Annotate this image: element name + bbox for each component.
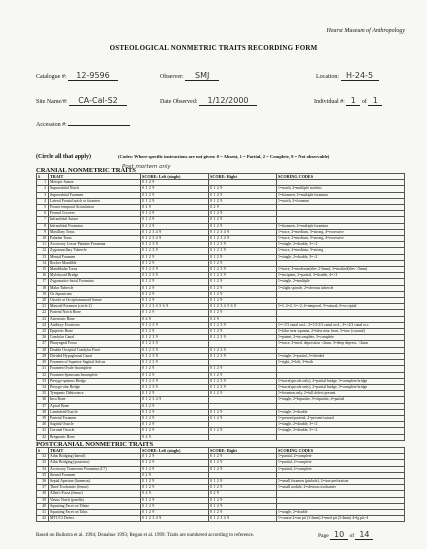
score-right[interactable]: 0 2 9 xyxy=(209,316,277,322)
page-label: Page xyxy=(318,533,329,539)
trait-name: Foramen Ovale Incomplete xyxy=(49,366,141,372)
score-left[interactable]: 0 1 2 9 xyxy=(141,391,209,397)
scoring-codes: 1=trace(spicule only), 2=partial bridge, 3=complete bridge xyxy=(277,378,405,384)
trait-name: Os Japonicum xyxy=(49,291,141,297)
trait-number: 37 xyxy=(37,485,49,491)
trait-name: Apical Bone xyxy=(49,403,141,409)
trait-number: 7 xyxy=(37,217,49,223)
cranial-traits-table xyxy=(36,173,405,441)
score-left[interactable]: 0 1 2 9 xyxy=(141,260,209,266)
trait-name: Divided Hypoglossal Canal xyxy=(49,353,141,359)
trait-number: 33 xyxy=(37,378,49,384)
score-right[interactable]: 0 1 2 9 xyxy=(209,428,277,434)
trait-name: Pterygo-alar Bridge xyxy=(49,384,141,390)
trait-number: 42 xyxy=(37,434,49,440)
trait-name: Rocker Mandible xyxy=(49,260,141,266)
scoring-codes: 1=trace, 2=medium, 3=strong, 4=excessive xyxy=(277,229,405,235)
header-score-left: SCORE: Left (single) xyxy=(141,448,209,454)
scoring-codes: 1=partial, 2=complete xyxy=(277,466,405,472)
score-left[interactable]: 0 1 2 3 9 xyxy=(141,322,209,328)
score-right[interactable]: 0 1 2 9 xyxy=(209,285,277,291)
trait-name: Accessory Lesser Palatine Foramina xyxy=(49,242,141,248)
postcranial-section-title: POSTCRANIAL NONMETRIC TRAITS xyxy=(36,441,154,448)
score-left[interactable]: 0 1 2 9 xyxy=(141,409,209,415)
trait-name: Lateral Frontal notch or foramen xyxy=(49,198,141,204)
score-right[interactable]: 0 1 2 3 9 xyxy=(209,384,277,390)
score-right[interactable]: 0 1 2 3 9 xyxy=(209,378,277,384)
score-right[interactable]: 0 1 2 9 xyxy=(209,497,277,503)
trait-name: Infraorbital Foramina xyxy=(49,223,141,229)
score-left[interactable]: 0 1 2 9 xyxy=(141,460,209,466)
score-left[interactable]: 0 2 9 xyxy=(141,491,209,497)
trait-number: 10 xyxy=(37,236,49,242)
date-field xyxy=(160,97,257,106)
trait-name: Infraorbital Suture xyxy=(49,217,141,223)
score-right[interactable]: 0 1 2 9 xyxy=(209,409,277,415)
score-right[interactable]: 0 1 2 3 4 9 xyxy=(209,236,277,242)
scoring-codes: 1=single, 2=multiple xyxy=(277,279,405,285)
score-left[interactable]: 0 1 2 3 9 xyxy=(141,384,209,390)
score-right[interactable]: 0 1 2 9 xyxy=(209,454,277,460)
score-left[interactable]: 0 1 2 9 xyxy=(141,422,209,428)
score-left[interactable]: 0 2 9 xyxy=(141,472,209,478)
scoring-codes: 1=single, 2=double, 3=>2 xyxy=(277,428,405,434)
catalogue-field xyxy=(36,72,118,81)
score-right[interactable]: 0 1 2 3 9 xyxy=(209,273,277,279)
header-scoring-codes: SCORING CODES xyxy=(277,448,405,454)
trait-name: Atlas Bridging (lateral) xyxy=(49,454,141,460)
header-score-left: SCORE: Left (single) xyxy=(141,174,209,180)
trait-number: 18 xyxy=(37,285,49,291)
museum-name: Hearst Museum of Anthropology xyxy=(326,28,405,34)
table-row xyxy=(37,434,405,440)
score-left[interactable]: 0 1 2 9 xyxy=(141,454,209,460)
trait-number: 36 xyxy=(37,479,49,485)
trait-name: Bregmatic Bone xyxy=(49,434,141,440)
trait-number: 38 xyxy=(37,409,49,415)
score-right[interactable]: 0 1 2 9 xyxy=(209,260,277,266)
trait-number: 6 xyxy=(37,211,49,217)
scoring-codes: 1=incipient, 2=partial, 3=double, 4=>3 xyxy=(277,273,405,279)
trait-name: Malar Tubercle xyxy=(49,285,141,291)
header-trait-name: TRAIT xyxy=(49,174,141,180)
trait-name: Allen's Fossa (femur) xyxy=(49,491,141,497)
postmortem-note: Post mortem only xyxy=(122,164,171,170)
trait-number: 20 xyxy=(37,298,49,304)
score-right[interactable]: 0 1 2 9 xyxy=(209,186,277,192)
trait-name: Accessory Transverse Foramina (C7) xyxy=(49,466,141,472)
site-label: Site Name/#: xyxy=(36,99,68,105)
trait-name: Ossicle at Occipitomastoid Suture xyxy=(49,298,141,304)
score-right[interactable]: 0 1 2 9 xyxy=(209,485,277,491)
trait-number: 19 xyxy=(37,291,49,297)
scoring-codes: 1=false near squama, 2=false near front, 3=true (coronal) xyxy=(277,329,405,335)
scoring-codes: 1=partial, 2=complete xyxy=(277,454,405,460)
header-score-right: SCORE: Right xyxy=(209,174,277,180)
scoring-codes: 1=single, 2=double, 3=>2 xyxy=(277,422,405,428)
score-left[interactable]: 0 1 2 3 9 xyxy=(141,242,209,248)
trait-name: Zygomaxillary Tubercle xyxy=(49,248,141,254)
scoring-codes: 1=single, 2=double xyxy=(277,409,405,415)
score-left[interactable]: 0 1 2 9 xyxy=(141,279,209,285)
score-left[interactable]: 0 1 2 9 xyxy=(141,497,209,503)
trait-number: 42 xyxy=(37,516,49,522)
trait-name: Tympanic Dehiscence xyxy=(49,391,141,397)
location-label: Location: xyxy=(316,74,339,80)
header-score-right: SCORE: Right xyxy=(209,448,277,454)
header-trait-name: TRAIT xyxy=(49,448,141,454)
trait-name: Foramen Spinosum Incomplete xyxy=(49,372,141,378)
trait-number: 40 xyxy=(37,422,49,428)
scoring-codes: 1=slight spicule, 2=obvious tubercle xyxy=(277,285,405,291)
trait-name: Mastoid Foramen (circle 2) xyxy=(49,304,141,310)
trait-number: 32 xyxy=(37,454,49,460)
trait-number: 29 xyxy=(37,353,49,359)
trait-name: MT1/C3 Defect xyxy=(49,516,141,522)
score-right[interactable]: 0 1 2 3 9 xyxy=(209,267,277,273)
score-left[interactable]: 0 2 9 xyxy=(141,205,209,211)
trait-name: Pterygo-spinous Bridge xyxy=(49,378,141,384)
scoring-codes: 1=small nodule, 2=obvious trochanter xyxy=(277,485,405,491)
trait-number: 41 xyxy=(37,510,49,516)
catalogue-label: Catalogue #: xyxy=(36,74,67,80)
score-right[interactable]: 0 1 2 9 xyxy=(209,329,277,335)
score-right[interactable]: 0 1 2 9 xyxy=(209,415,277,421)
trait-number: 35 xyxy=(37,472,49,478)
scoring-codes: 1=foramen, 2=multiple foramina xyxy=(277,192,405,198)
score-left[interactable]: 0 1 2 3 9 xyxy=(141,347,209,353)
trait-name: Mental Foramen xyxy=(49,254,141,260)
page-number xyxy=(318,531,373,540)
trait-number: 32 xyxy=(37,372,49,378)
trait-number: 9 xyxy=(37,229,49,235)
score-left[interactable]: 0 1 2 3 9 xyxy=(141,353,209,359)
trait-number: 38 xyxy=(37,491,49,497)
score-left[interactable]: 0 1 2 3 4 5 6 9 xyxy=(141,304,209,310)
score-left[interactable]: 0 1 2 9 xyxy=(141,428,209,434)
score-right[interactable]: 0 1 2 3 9 xyxy=(209,353,277,359)
scoring-codes: 1=notch, 2=foramen xyxy=(277,198,405,204)
trait-name: Epipteric Bone xyxy=(49,329,141,335)
date-value[interactable]: 1/12/2000 xyxy=(199,97,257,106)
score-right[interactable]: 0 1 2 3 4 5 6 9 xyxy=(209,304,277,310)
score-right[interactable]: 0 1 2 9 xyxy=(209,460,277,466)
scoring-codes: 1=trace, 2=medium, 3=strong, 4=excessive xyxy=(277,236,405,242)
individual-field xyxy=(314,97,382,106)
score-right[interactable] xyxy=(209,434,277,440)
trait-number: 41 xyxy=(37,428,49,434)
trait-number: 5 xyxy=(37,205,49,211)
trait-name: Lambdoid Ossicle xyxy=(49,409,141,415)
accession-field xyxy=(36,122,130,128)
table-row xyxy=(37,516,405,522)
score-left[interactable]: 0 1 2 9 xyxy=(141,415,209,421)
scoring-codes: 1=patent, 2=incomplete, 3=complete xyxy=(277,335,405,341)
trait-name: Auditory Exostoses xyxy=(49,322,141,328)
trait-number: 11 xyxy=(37,242,49,248)
trait-name: Squatting Facet on Talus xyxy=(49,510,141,516)
trait-name: Inca Bone xyxy=(49,397,141,403)
header-trait-number: # xyxy=(37,448,49,454)
trait-number: 17 xyxy=(37,279,49,285)
scoring-codes: 1=trace, 2=medium, 3=strong xyxy=(277,248,405,254)
individual-of: of xyxy=(361,99,367,105)
score-left[interactable]: 0 1 2 3 9 xyxy=(141,378,209,384)
trait-number: 23 xyxy=(37,316,49,322)
trait-name: Mylohyoid Bridge xyxy=(49,273,141,279)
score-left[interactable]: 0 1 2 3 9 xyxy=(141,341,209,347)
trait-name: Palatine Torus xyxy=(49,236,141,242)
scoring-codes: 1=<1/3 canal occl., 2=1/3-2/3 canal occl., 3=>2/3 canal occ. xyxy=(277,322,405,328)
score-left[interactable]: 0 1 2 9 xyxy=(141,329,209,335)
trait-number: 4 xyxy=(37,198,49,204)
trait-number: 25 xyxy=(37,329,49,335)
trait-name: Condylar Canal xyxy=(49,335,141,341)
scoring-codes: 1=present/parietal, 2=present/sutural xyxy=(277,415,405,421)
trait-name: Coronal Ossicle xyxy=(49,428,141,434)
cranial-section-title: CRANIAL NONMETRIC TRAITS xyxy=(36,167,136,174)
trait-number: 1 xyxy=(37,180,49,186)
score-left[interactable]: 0 1 2 9 xyxy=(141,466,209,472)
score-left[interactable]: 0 2 9 xyxy=(141,434,209,440)
scoring-codes: 1=single, 2=partial, 3=divided xyxy=(277,353,405,359)
footer-sources: Based on Buikstra et al. 1994; Donahue 1993; Regan et al. 1999. Traits are numbered according to reference. xyxy=(36,533,255,538)
scoring-codes: 1=foramen, 2=multiple foramina xyxy=(277,223,405,229)
header-trait-number: # xyxy=(37,174,49,180)
score-right[interactable]: 0 1 2 9 xyxy=(209,279,277,285)
score-right[interactable]: 0 1 2 9 xyxy=(209,198,277,204)
scoring-codes: 1=trace, 2=med. depression <2mm, 3=deep depress. >2mm xyxy=(277,341,405,347)
trait-number: 37 xyxy=(37,403,49,409)
scoring-codes: 1=foramen only, 2=full defect present xyxy=(277,391,405,397)
score-left[interactable]: 0 1 2 9 xyxy=(141,298,209,304)
trait-number: 14 xyxy=(37,260,49,266)
trait-number: 16 xyxy=(37,273,49,279)
trait-number: 34 xyxy=(37,384,49,390)
trait-number: 30 xyxy=(37,360,49,366)
score-right[interactable]: 0 2 9 xyxy=(209,491,277,497)
page-of: of xyxy=(349,533,355,539)
score-right[interactable]: 0 1 2 3 9 xyxy=(209,248,277,254)
trait-number: 24 xyxy=(37,322,49,328)
score-right[interactable]: 0 1 2 9 xyxy=(209,510,277,516)
trait-name: Septal Aperture (humerus) xyxy=(49,479,141,485)
trait-name: Sagittal Ossicle xyxy=(49,422,141,428)
scoring-codes: 1=right, 2=left, 3=both xyxy=(277,360,405,366)
score-left[interactable]: 0 1 2 3 9 xyxy=(141,273,209,279)
trait-number: 15 xyxy=(37,267,49,273)
score-left[interactable]: 0 1 2 9 xyxy=(141,186,209,192)
trait-number: 8 xyxy=(37,223,49,229)
trait-number: 39 xyxy=(37,497,49,503)
trait-number: 26 xyxy=(37,335,49,341)
location-value[interactable]: H-24-5 xyxy=(341,72,379,81)
score-left[interactable]: 0 1 2 9 xyxy=(141,198,209,204)
score-right[interactable]: 0 1 2 9 xyxy=(209,217,277,223)
trait-number: 28 xyxy=(37,347,49,353)
score-left[interactable]: 0 1 2 3 9 xyxy=(141,335,209,341)
score-right[interactable]: 0 1 2 9 xyxy=(209,366,277,372)
trait-number: 2 xyxy=(37,186,49,192)
circle-all-instruction: (Circle all that apply) xyxy=(36,154,92,160)
trait-number: 34 xyxy=(37,466,49,472)
score-left[interactable]: 0 1 2 3 4 9 xyxy=(141,229,209,235)
score-left[interactable]: 0 1 2 9 xyxy=(141,211,209,217)
score-right[interactable]: 0 1 2 9 xyxy=(209,298,277,304)
score-right[interactable]: 0 1 2 9 xyxy=(209,391,277,397)
trait-name: Sternal Foramen xyxy=(49,472,141,478)
date-label: Date Observed: xyxy=(160,99,198,105)
codes-note: (Codes: Where specific instructions are not given: 0 = Absent, 1 = Partial, 2 = Complete, 9 = Not observable) xyxy=(118,154,330,159)
score-right[interactable]: 0 1 2 9 xyxy=(209,466,277,472)
page-total[interactable]: 14 xyxy=(355,531,373,540)
scoring-codes: 1=notch, 2=multiple notches xyxy=(277,186,405,192)
score-right[interactable]: 0 1 2 3 9 xyxy=(209,322,277,328)
site-field xyxy=(36,97,127,106)
score-left[interactable]: 0 1 2 9 xyxy=(141,310,209,316)
score-left[interactable]: 0 1 2 9 xyxy=(141,403,209,409)
site-value[interactable]: CA-Cal-S2 xyxy=(69,97,127,106)
score-left[interactable]: 0 1 2 3 9 xyxy=(141,248,209,254)
trait-number: 33 xyxy=(37,460,49,466)
score-left[interactable]: 0 1 2 3 4 9 xyxy=(141,516,209,522)
trait-number: 21 xyxy=(37,304,49,310)
scoring-codes: 1=partial, 2=complete xyxy=(277,460,405,466)
individual-total[interactable]: 1 xyxy=(368,97,382,106)
score-left[interactable]: 0 1 2 9 xyxy=(141,503,209,509)
trait-name: Atlas Bridging (posterior) xyxy=(49,460,141,466)
score-left[interactable]: 0 2 9 xyxy=(141,316,209,322)
observer-field xyxy=(160,72,219,81)
score-left[interactable]: 0 1 2 9 xyxy=(141,291,209,297)
scoring-codes: 1=single, 2=double, 3=>2 xyxy=(277,242,405,248)
score-right[interactable]: 0 1 2 9 xyxy=(209,291,277,297)
trait-name: Fronto-temporal Articulation xyxy=(49,205,141,211)
location-field xyxy=(316,72,379,81)
score-right[interactable]: 0 1 2 3 9 xyxy=(209,242,277,248)
scoring-codes: 1=small foramen (pinhole), 2=true perforation xyxy=(277,479,405,485)
score-left[interactable]: 0 1 2 9 xyxy=(141,372,209,378)
score-left[interactable]: 0 1 2 3 4 9 xyxy=(141,397,209,403)
trait-name: Squatting Facet on Tibiae xyxy=(49,503,141,509)
score-left[interactable]: 0 1 2 9 xyxy=(141,285,209,291)
score-right[interactable]: 0 1 2 9 xyxy=(209,211,277,217)
score-left[interactable]: 0 1 2 9 xyxy=(141,192,209,198)
individual-value[interactable]: 1 xyxy=(346,97,360,106)
trait-number: 40 xyxy=(37,503,49,509)
trait-name: Maxillary Torus xyxy=(49,229,141,235)
score-left[interactable]: 0 1 2 9 xyxy=(141,180,209,186)
trait-name: Supraorbital Notch xyxy=(49,186,141,192)
trait-name: Metopic Suture xyxy=(49,180,141,186)
score-right[interactable]: 0 1 2 9 xyxy=(209,223,277,229)
score-right[interactable]: 0 2 9 xyxy=(209,205,277,211)
trait-name: Asterionic Bone xyxy=(49,316,141,322)
scoring-codes: 1=trace(spicule only), 2=partial bridge, 3=complete bridge xyxy=(277,384,405,390)
observer-value[interactable]: SMJ xyxy=(185,72,219,81)
trait-name: Supraorbital Foramen xyxy=(49,192,141,198)
score-right[interactable]: 0 1 2 9 xyxy=(209,310,277,316)
score-left[interactable]: 0 1 2 9 xyxy=(141,479,209,485)
trait-name: Foramen of Superior Sagittal Sulcus xyxy=(49,360,141,366)
form-title: OSTEOLOGICAL NONMETRIC TRAITS RECORDING FORM xyxy=(109,44,318,52)
trait-number: 12 xyxy=(37,248,49,254)
trait-name: Double Occipital Condylar Facet xyxy=(49,347,141,353)
catalogue-value[interactable]: 12-9596 xyxy=(68,72,118,81)
trait-number: 27 xyxy=(37,341,49,347)
individual-label: Individual #: xyxy=(314,99,345,105)
score-right[interactable]: 0 1 2 9 xyxy=(209,192,277,198)
score-right[interactable]: 0 1 2 9 xyxy=(209,372,277,378)
score-left[interactable]: 0 1 2 3 9 xyxy=(141,267,209,273)
page-value[interactable]: 10 xyxy=(330,531,348,540)
trait-name: Vastus Notch (patella) xyxy=(49,497,141,503)
scoring-codes: 1=crease 2=sm pit (1-2mm) 3=med pit (3-4mm) 4=lg pit>4 xyxy=(277,516,405,522)
trait-number: 22 xyxy=(37,310,49,316)
trait-number: 13 xyxy=(37,254,49,260)
observer-label: Observer: xyxy=(160,74,184,80)
trait-name: Zygomatico-facial Foramina xyxy=(49,279,141,285)
trait-number: 36 xyxy=(37,397,49,403)
scoring-codes: 1=1, 2=2, 3=>2, 4=temporal, 5=sutural, 6=occipital xyxy=(277,304,405,310)
scoring-codes xyxy=(277,434,405,440)
score-left[interactable]: 0 1 2 9 xyxy=(141,217,209,223)
header-scoring-codes: SCORING CODES xyxy=(277,174,405,180)
trait-number: 39 xyxy=(37,415,49,421)
score-right[interactable]: 0 1 2 3 4 9 xyxy=(209,516,277,522)
score-right[interactable]: 0 1 2 9 xyxy=(209,254,277,260)
score-right[interactable]: 0 1 2 9 xyxy=(209,479,277,485)
scoring-codes: 1=single, 2=bipartite, 3=tripartite, 4=partial xyxy=(277,397,405,403)
trait-name: Parietal Foramen xyxy=(49,415,141,421)
postcranial-traits-table xyxy=(36,447,405,522)
score-right[interactable]: 0 1 2 9 xyxy=(209,503,277,509)
accession-value[interactable] xyxy=(68,125,130,126)
score-left[interactable]: 0 1 2 3 9 xyxy=(141,360,209,366)
trait-number: 35 xyxy=(37,391,49,397)
score-left[interactable]: 0 1 2 9 xyxy=(141,223,209,229)
score-left[interactable]: 0 1 2 9 xyxy=(141,485,209,491)
score-right[interactable]: 0 1 2 3 9 xyxy=(209,335,277,341)
score-left[interactable]: 0 1 2 9 xyxy=(141,366,209,372)
trait-name: Mandibular Torus xyxy=(49,267,141,273)
score-right[interactable]: 0 1 2 3 4 9 xyxy=(209,229,277,235)
scoring-codes: 1=single, 2=double, 3=>2 xyxy=(277,254,405,260)
trait-number: 31 xyxy=(37,366,49,372)
score-left[interactable]: 0 1 2 9 xyxy=(141,510,209,516)
scoring-codes: 1=trace, 2=moderate(elev 2-5mm), 3=marked(elev >5mm) xyxy=(277,267,405,273)
accession-label: Accession #: xyxy=(36,122,67,128)
score-left[interactable]: 0 1 2 9 xyxy=(141,254,209,260)
scoring-codes: 1=single, 2=double xyxy=(277,510,405,516)
score-right[interactable]: 0 1 2 3 9 xyxy=(209,347,277,353)
trait-name: Pharyngeal Fossa xyxy=(49,341,141,347)
score-left[interactable]: 0 1 2 3 4 9 xyxy=(141,236,209,242)
trait-number: 3 xyxy=(37,192,49,198)
trait-name: Frontal Grooves xyxy=(49,211,141,217)
trait-name: Parietal Notch Bone xyxy=(49,310,141,316)
trait-name: Third Trochanter (femur) xyxy=(49,485,141,491)
